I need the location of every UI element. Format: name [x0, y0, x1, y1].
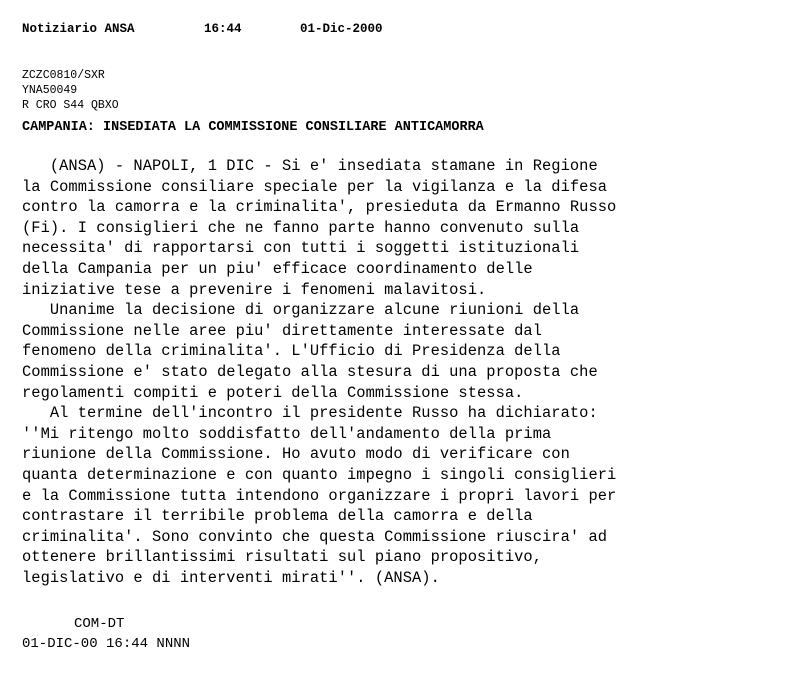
routing-codes: [22, 68, 119, 113]
body-line: criminalita'. Sono convinto che questa Commissione riuscira' ad: [22, 527, 608, 546]
body-line: contro la camorra e la criminalita', presieduta da Ermanno Russo: [22, 198, 617, 217]
body-line: Unanime la decisione di organizzare alcune riunioni della: [22, 301, 580, 320]
body-line: della Campania per un piu' efficace coordinamento delle: [22, 259, 533, 278]
body-line: riunione della Commissione. Ho avuto modo di verificare con: [22, 445, 570, 464]
header-date: 01-Dic-2000: [300, 22, 383, 36]
footer-timestamp: 01-DIC-00 16:44 NNNN: [22, 636, 191, 652]
body-line: fenomeno della criminalita'. L'Ufficio di Presidenza della: [22, 342, 561, 361]
body-line: iniziative tese a prevenire i fenomeni malavitosi.: [22, 280, 487, 299]
footer-signature: COM-DT: [74, 616, 125, 632]
dispatch-header: [22, 21, 383, 37]
body-line: legislativo e di interventi mirati''. (ANSA).: [22, 568, 440, 587]
body-line: Commissione e' stato delegato alla stesura di una proposta che: [22, 362, 598, 381]
body-line: quanta determinazione e con quanto impegno i singoli consiglieri: [22, 465, 617, 484]
body-line: ottenere brillantissimi risultati sul piano propositivo,: [22, 548, 543, 567]
routing-code: ZCZC0810/SXR: [22, 69, 105, 82]
body-line: ''Mi ritengo molto soddisfatto dell'andamento della prima: [22, 424, 552, 443]
header-time: 16:44: [204, 22, 242, 36]
routing-code: YNA50049: [22, 84, 78, 97]
body-line: contrastare il terribile problema della camorra e della: [22, 507, 533, 526]
body-line: Commissione nelle aree piu' direttamente interessate dal: [22, 321, 543, 340]
body-line: Al termine dell'incontro il presidente Russo ha dichiarato:: [22, 404, 598, 423]
header-source: Notiziario ANSA: [22, 22, 135, 36]
body-line: necessita' di rapportarsi con tutti i soggetti istituzionali: [22, 239, 580, 258]
article-body: [22, 156, 616, 588]
dispatch-footer: [22, 614, 190, 654]
body-line: (Fi). I consiglieri che ne fanno parte hanno convenuto sulla: [22, 218, 580, 237]
body-line: (ANSA) - NAPOLI, 1 DIC - Si e' insediata stamane in Regione: [22, 157, 598, 175]
routing-code: R CRO S44 QBXO: [22, 99, 119, 112]
body-line: e la Commissione tutta intendono organizzare i propri lavori per: [22, 486, 617, 505]
body-line: la Commissione consiliare speciale per la vigilanza e la difesa: [22, 177, 608, 196]
article-headline: CAMPANIA: INSEDIATA LA COMMISSIONE CONSILIARE ANTICAMORRA: [22, 120, 484, 135]
body-line: regolamenti compiti e poteri della Commissione stessa.: [22, 383, 524, 402]
